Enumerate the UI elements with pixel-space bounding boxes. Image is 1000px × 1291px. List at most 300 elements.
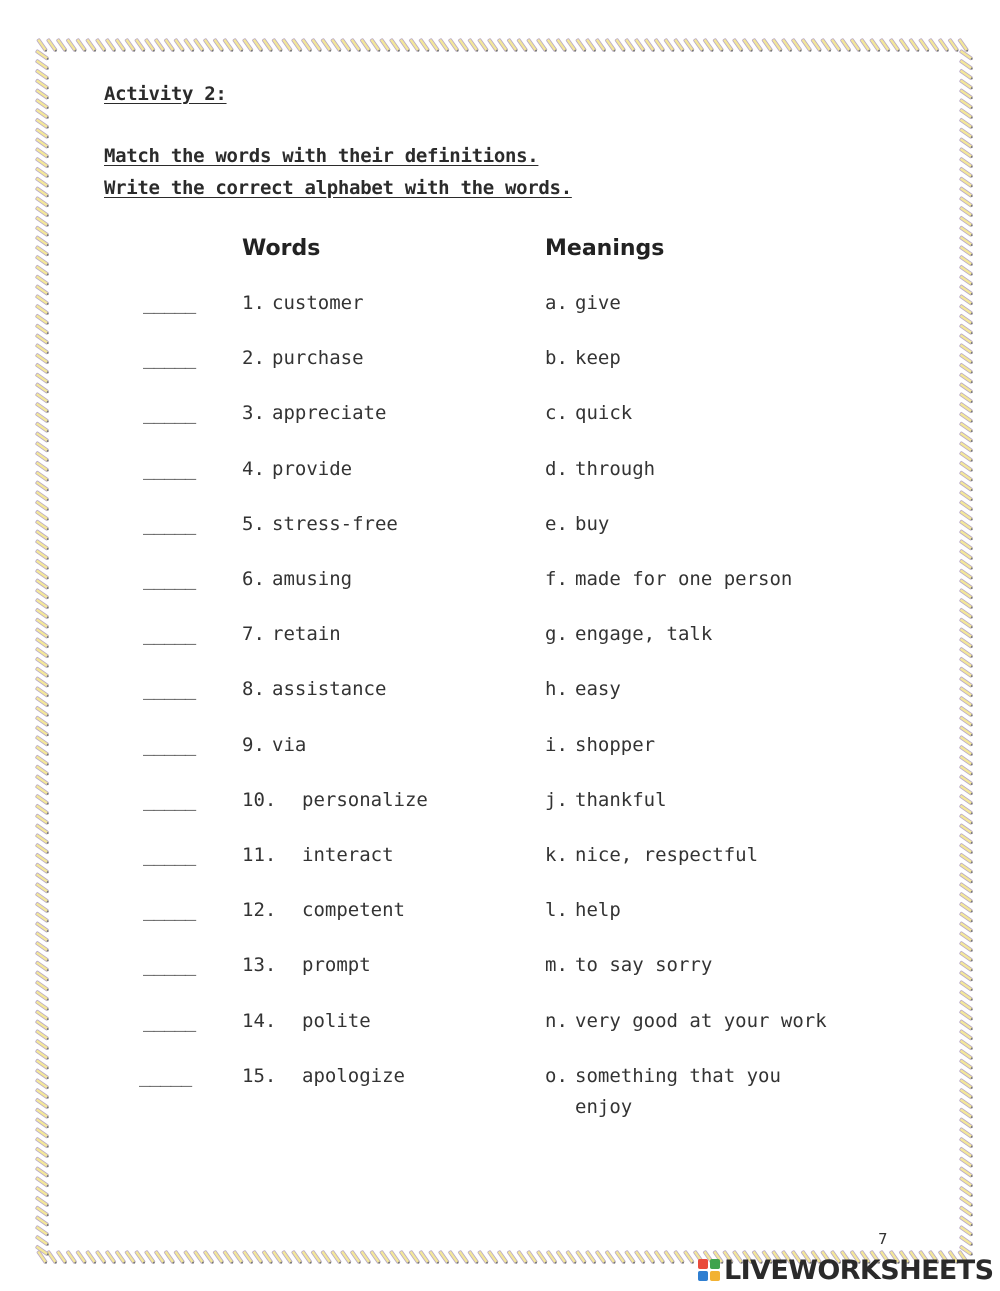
pencil-border-segment bbox=[732, 38, 743, 52]
pencil-border-segment bbox=[262, 1250, 273, 1264]
pencil-border-segment bbox=[35, 89, 49, 100]
pencil-border-segment bbox=[35, 236, 49, 247]
pencil-border-segment bbox=[35, 755, 49, 766]
word-item: appreciate bbox=[272, 402, 387, 424]
pencil-border-segment bbox=[959, 177, 973, 188]
pencil-border-segment bbox=[644, 1250, 655, 1264]
pencil-border-segment bbox=[959, 1108, 973, 1119]
pencil-border-segment bbox=[35, 1088, 49, 1099]
pencil-border-segment bbox=[536, 38, 547, 52]
pencil-border-segment bbox=[959, 863, 973, 874]
word-item: polite bbox=[302, 1010, 371, 1032]
pencil-border-segment bbox=[135, 1250, 146, 1264]
pencil-border-segment bbox=[35, 912, 49, 923]
meaning-item: shopper bbox=[575, 734, 656, 756]
pencil-border-segment bbox=[35, 1108, 49, 1119]
pencil-border-segment bbox=[429, 1250, 440, 1264]
pencil-border-segment bbox=[86, 1250, 97, 1264]
pencil-border-segment bbox=[959, 1137, 973, 1148]
pencil-border-segment bbox=[340, 38, 351, 52]
word-number: 6. bbox=[242, 568, 265, 590]
pencil-border-segment bbox=[301, 38, 312, 52]
pencil-border-segment bbox=[35, 500, 49, 511]
pencil-border-segment bbox=[35, 667, 49, 678]
pencil-border-segment bbox=[959, 236, 973, 247]
pencil-border-segment bbox=[76, 1250, 87, 1264]
meaning-item: very good at your work bbox=[575, 1010, 827, 1032]
pencil-border-segment bbox=[35, 1176, 49, 1187]
pencil-border-segment bbox=[448, 1250, 459, 1264]
pencil-border-segment bbox=[35, 255, 49, 266]
answer-blank[interactable]: _____ bbox=[143, 1010, 196, 1032]
meaning-letter: e. bbox=[545, 513, 568, 535]
pencil-border-segment bbox=[35, 69, 49, 80]
pencil-border-segment bbox=[35, 147, 49, 158]
pencil-border-segment bbox=[35, 510, 49, 521]
pencil-border-segment bbox=[527, 1250, 538, 1264]
pencil-border-segment bbox=[801, 38, 812, 52]
pencil-border-segment bbox=[35, 696, 49, 707]
meaning-letter: h. bbox=[545, 678, 568, 700]
pencil-border-segment bbox=[242, 38, 253, 52]
meaning-item: give bbox=[575, 292, 621, 314]
pencil-border-segment bbox=[959, 1069, 973, 1080]
pencil-border-segment bbox=[576, 1250, 587, 1264]
pencil-border-segment bbox=[389, 38, 400, 52]
pencil-border-segment bbox=[959, 324, 973, 335]
pencil-border-segment bbox=[959, 1078, 973, 1089]
pencil-border-segment bbox=[959, 383, 973, 394]
pencil-border-segment bbox=[144, 38, 155, 52]
answer-blank[interactable]: _____ bbox=[143, 844, 196, 866]
pencil-border-segment bbox=[46, 38, 57, 52]
pencil-border-segment bbox=[556, 1250, 567, 1264]
pencil-border-segment bbox=[35, 892, 49, 903]
pencil-border-segment bbox=[409, 38, 420, 52]
pencil-border-segment bbox=[233, 38, 244, 52]
pencil-border-segment bbox=[959, 138, 973, 149]
meaning-letter: j. bbox=[545, 789, 568, 811]
meaning-letter: o. bbox=[545, 1065, 568, 1087]
pencil-border-segment bbox=[35, 1157, 49, 1168]
pencil-border-segment bbox=[959, 461, 973, 472]
pencil-border-segment bbox=[56, 1250, 67, 1264]
word-number: 15. bbox=[242, 1065, 277, 1087]
pencil-border-segment bbox=[35, 814, 49, 825]
pencil-border-segment bbox=[546, 38, 557, 52]
pencil-border-segment bbox=[959, 294, 973, 305]
pencil-border-segment bbox=[350, 1250, 361, 1264]
pencil-border-segment bbox=[959, 902, 973, 913]
pencil-border-segment bbox=[959, 775, 973, 786]
pencil-border-segment bbox=[959, 961, 973, 972]
answer-blank[interactable]: _____ bbox=[143, 789, 196, 811]
pencil-border-segment bbox=[497, 38, 508, 52]
pencil-border-segment bbox=[66, 38, 77, 52]
pencil-border-segment bbox=[959, 951, 973, 962]
answer-blank[interactable]: _____ bbox=[143, 678, 196, 700]
pencil-border-segment bbox=[959, 59, 973, 70]
pencil-border-segment bbox=[959, 569, 973, 580]
pencil-border-segment bbox=[35, 843, 49, 854]
pencil-border-segment bbox=[35, 157, 49, 168]
pencil-border-segment bbox=[35, 392, 49, 403]
meaning-item: buy bbox=[575, 513, 610, 535]
pencil-border-segment bbox=[35, 539, 49, 550]
pencil-border-segment bbox=[193, 38, 204, 52]
pencil-border-segment bbox=[959, 971, 973, 982]
pencil-border-segment bbox=[959, 667, 973, 678]
pencil-border-segment bbox=[959, 343, 973, 354]
pencil-border-segment bbox=[35, 1235, 49, 1246]
pencil-border-segment bbox=[959, 843, 973, 854]
pencil-border-segment bbox=[35, 588, 49, 599]
word-item: assistance bbox=[272, 678, 387, 700]
pencil-border-segment bbox=[174, 1250, 185, 1264]
pencil-border-segment bbox=[959, 1098, 973, 1109]
pencil-border-segment bbox=[959, 941, 973, 952]
pencil-border-segment bbox=[742, 38, 753, 52]
pencil-border-segment bbox=[517, 1250, 528, 1264]
pencil-border-segment bbox=[35, 559, 49, 570]
pencil-border-segment bbox=[909, 38, 920, 52]
word-number: 13. bbox=[242, 954, 277, 976]
pencil-border-segment bbox=[674, 38, 685, 52]
pencil-border-segment bbox=[959, 686, 973, 697]
pencil-border-segment bbox=[95, 38, 106, 52]
pencil-border-segment bbox=[35, 1147, 49, 1158]
meaning-item: quick bbox=[575, 402, 633, 424]
pencil-border-segment bbox=[752, 38, 763, 52]
pencil-border-segment bbox=[193, 1250, 204, 1264]
pencil-border-segment bbox=[35, 324, 49, 335]
pencil-border-segment bbox=[35, 902, 49, 913]
pencil-border-segment bbox=[331, 1250, 342, 1264]
pencil-border-segment bbox=[35, 49, 49, 60]
pencil-border-segment bbox=[35, 373, 49, 384]
pencil-border-segment bbox=[223, 38, 234, 52]
pencil-border-segment bbox=[184, 1250, 195, 1264]
pencil-border-segment bbox=[781, 38, 792, 52]
answer-blank[interactable]: _____ bbox=[139, 1065, 192, 1087]
pencil-border-segment bbox=[184, 38, 195, 52]
pencil-border-segment bbox=[959, 588, 973, 599]
pencil-border-segment bbox=[115, 1250, 126, 1264]
meaning-letter: d. bbox=[545, 458, 568, 480]
pencil-border-segment bbox=[959, 980, 973, 991]
pencil-border-segment bbox=[478, 1250, 489, 1264]
pencil-border-segment bbox=[35, 1069, 49, 1080]
pencil-border-segment bbox=[115, 38, 126, 52]
pencil-border-segment bbox=[959, 1235, 973, 1246]
answer-blank[interactable]: _____ bbox=[143, 292, 196, 314]
pencil-border-segment bbox=[35, 138, 49, 149]
pencil-border-segment bbox=[419, 1250, 430, 1264]
pencil-border-segment bbox=[35, 1186, 49, 1197]
pencil-border-segment bbox=[252, 1250, 263, 1264]
pencil-border-segment bbox=[105, 38, 116, 52]
pencil-border-segment bbox=[683, 38, 694, 52]
pencil-border-segment bbox=[35, 569, 49, 580]
pencil-border-segment bbox=[35, 686, 49, 697]
pencil-border-segment bbox=[959, 285, 973, 296]
pencil-border-segment bbox=[507, 1250, 518, 1264]
pencil-border-segment bbox=[959, 608, 973, 619]
pencil-border-segment bbox=[35, 402, 49, 413]
words-column-header: Words bbox=[242, 236, 321, 261]
meaning-item: engage, talk bbox=[575, 623, 713, 645]
pencil-border-segment bbox=[959, 882, 973, 893]
pencil-border-segment bbox=[959, 530, 973, 541]
instruction-line-2: Write the correct alphabet with the words. bbox=[104, 177, 572, 199]
word-number: 12. bbox=[242, 899, 277, 921]
pencil-border-segment bbox=[959, 706, 973, 717]
pencil-border-segment bbox=[301, 1250, 312, 1264]
word-item: prompt bbox=[302, 954, 371, 976]
pencil-border-segment bbox=[350, 38, 361, 52]
pencil-border-segment bbox=[282, 1250, 293, 1264]
pencil-border-segment bbox=[35, 990, 49, 1001]
pencil-border-segment bbox=[135, 38, 146, 52]
meanings-column-header: Meanings bbox=[545, 236, 665, 261]
pencil-border-segment bbox=[959, 1225, 973, 1236]
pencil-border-segment bbox=[487, 1250, 498, 1264]
pencil-border-segment bbox=[35, 177, 49, 188]
pencil-border-segment bbox=[959, 745, 973, 756]
pencil-border-segment bbox=[959, 334, 973, 345]
pencil-border-segment bbox=[959, 647, 973, 658]
pencil-border-segment bbox=[35, 882, 49, 893]
pencil-border-segment bbox=[625, 38, 636, 52]
pencil-border-segment bbox=[370, 38, 381, 52]
pencil-border-segment bbox=[125, 1250, 136, 1264]
pencil-border-segment bbox=[458, 1250, 469, 1264]
pencil-border-segment bbox=[959, 216, 973, 227]
pencil-border-segment bbox=[959, 89, 973, 100]
pencil-border-segment bbox=[625, 1250, 636, 1264]
pencil-border-segment bbox=[536, 1250, 547, 1264]
pencil-border-segment bbox=[468, 1250, 479, 1264]
pencil-border-segment bbox=[959, 275, 973, 286]
answer-blank[interactable]: _____ bbox=[143, 347, 196, 369]
pencil-border-segment bbox=[576, 38, 587, 52]
pencil-border-segment bbox=[959, 1049, 973, 1060]
pencil-border-segment bbox=[959, 579, 973, 590]
pencil-border-segment bbox=[468, 38, 479, 52]
pencil-border-segment bbox=[566, 38, 577, 52]
pencil-border-segment bbox=[959, 873, 973, 884]
pencil-border-segment bbox=[458, 38, 469, 52]
pencil-border-segment bbox=[959, 226, 973, 237]
pencil-border-segment bbox=[850, 38, 861, 52]
pencil-border-segment bbox=[772, 38, 783, 52]
pencil-border-segment bbox=[959, 500, 973, 511]
pencil-border-segment bbox=[35, 304, 49, 315]
pencil-border-segment bbox=[438, 38, 449, 52]
pencil-border-segment bbox=[899, 38, 910, 52]
pencil-border-segment bbox=[959, 1000, 973, 1011]
pencil-border-segment bbox=[154, 1250, 165, 1264]
pencil-border-segment bbox=[35, 334, 49, 345]
pencil-border-segment bbox=[35, 608, 49, 619]
pencil-border-segment bbox=[615, 38, 626, 52]
pencil-border-segment bbox=[35, 1118, 49, 1129]
pencil-border-segment bbox=[35, 196, 49, 207]
pencil-border-segment bbox=[959, 451, 973, 462]
pencil-border-segment bbox=[125, 38, 136, 52]
pencil-border-segment bbox=[959, 79, 973, 90]
answer-blank[interactable]: _____ bbox=[143, 513, 196, 535]
pencil-border-segment bbox=[35, 490, 49, 501]
pencil-border-segment bbox=[35, 79, 49, 90]
meaning-item-continued: enjoy bbox=[575, 1096, 633, 1118]
pencil-border-segment bbox=[35, 1059, 49, 1070]
pencil-border-segment bbox=[35, 285, 49, 296]
pencil-border-segment bbox=[959, 422, 973, 433]
pencil-border-segment bbox=[959, 559, 973, 570]
word-item: apologize bbox=[302, 1065, 405, 1087]
pencil-border-segment bbox=[959, 1167, 973, 1178]
word-number: 2. bbox=[242, 347, 265, 369]
answer-blank[interactable]: _____ bbox=[143, 954, 196, 976]
pencil-border-segment bbox=[419, 38, 430, 52]
pencil-border-segment bbox=[35, 745, 49, 756]
pencil-border-segment bbox=[35, 187, 49, 198]
pencil-border-segment bbox=[959, 1127, 973, 1138]
answer-blank[interactable]: _____ bbox=[143, 568, 196, 590]
word-item: provide bbox=[272, 458, 353, 480]
pencil-border-segment bbox=[664, 1250, 675, 1264]
pencil-border-segment bbox=[272, 38, 283, 52]
pencil-border-segment bbox=[321, 1250, 332, 1264]
logo-text: LIVEWORKSHEETS bbox=[724, 1254, 994, 1286]
meaning-letter: f. bbox=[545, 568, 568, 590]
pencil-border-segment bbox=[959, 196, 973, 207]
word-number: 4. bbox=[242, 458, 265, 480]
pencil-border-segment bbox=[35, 432, 49, 443]
pencil-border-segment bbox=[35, 637, 49, 648]
pencil-border-segment bbox=[429, 38, 440, 52]
pencil-border-segment bbox=[35, 128, 49, 139]
pencil-border-segment bbox=[448, 38, 459, 52]
pencil-border-segment bbox=[35, 1167, 49, 1178]
pencil-border-segment bbox=[35, 775, 49, 786]
answer-blank[interactable]: _____ bbox=[143, 734, 196, 756]
pencil-border-segment bbox=[105, 1250, 116, 1264]
pencil-border-segment bbox=[959, 696, 973, 707]
answer-blank[interactable]: _____ bbox=[143, 623, 196, 645]
pencil-border-segment bbox=[35, 980, 49, 991]
activity-title: Activity 2: bbox=[104, 83, 227, 105]
pencil-border-segment bbox=[644, 38, 655, 52]
pencil-border-segment bbox=[959, 118, 973, 129]
pencil-border-segment bbox=[615, 1250, 626, 1264]
pencil-border-segment bbox=[683, 1250, 694, 1264]
pencil-border-segment bbox=[959, 412, 973, 423]
pencil-border-segment bbox=[35, 1000, 49, 1011]
pencil-border-segment bbox=[380, 38, 391, 52]
word-number: 1. bbox=[242, 292, 265, 314]
pencil-border-segment bbox=[507, 38, 518, 52]
pencil-border-segment bbox=[959, 1186, 973, 1197]
pencil-border-segment bbox=[811, 38, 822, 52]
pencil-border-segment bbox=[35, 1010, 49, 1021]
pencil-border-segment bbox=[959, 441, 973, 452]
page-number: 7 bbox=[878, 1230, 888, 1248]
pencil-border-segment bbox=[164, 1250, 175, 1264]
pencil-border-segment bbox=[830, 38, 841, 52]
pencil-border-segment bbox=[35, 931, 49, 942]
pencil-border-segment bbox=[870, 38, 881, 52]
word-item: customer bbox=[272, 292, 364, 314]
meaning-item: easy bbox=[575, 678, 621, 700]
word-number: 5. bbox=[242, 513, 265, 535]
pencil-border-segment bbox=[35, 1225, 49, 1236]
pencil-border-segment bbox=[35, 647, 49, 658]
pencil-border-segment bbox=[174, 38, 185, 52]
pencil-border-segment bbox=[959, 784, 973, 795]
pencil-border-segment bbox=[291, 1250, 302, 1264]
pencil-border-segment bbox=[585, 1250, 596, 1264]
pencil-border-segment bbox=[35, 873, 49, 884]
pencil-border-segment bbox=[959, 922, 973, 933]
pencil-border-segment bbox=[664, 38, 675, 52]
pencil-border-segment bbox=[959, 432, 973, 443]
pencil-border-segment bbox=[35, 383, 49, 394]
word-number: 3. bbox=[242, 402, 265, 424]
pencil-border-segment bbox=[35, 206, 49, 217]
pencil-border-segment bbox=[35, 1029, 49, 1040]
pencil-border-segment bbox=[35, 726, 49, 737]
pencil-border-segment bbox=[959, 726, 973, 737]
word-item: interact bbox=[302, 844, 394, 866]
answer-blank[interactable]: _____ bbox=[143, 458, 196, 480]
pencil-border-segment bbox=[959, 637, 973, 648]
pencil-border-segment bbox=[272, 1250, 283, 1264]
pencil-border-segment bbox=[35, 833, 49, 844]
pencil-border-segment bbox=[35, 706, 49, 717]
pencil-border-segment bbox=[340, 1250, 351, 1264]
pencil-border-segment bbox=[959, 1176, 973, 1187]
pencil-border-segment bbox=[959, 481, 973, 492]
pencil-border-segment bbox=[889, 38, 900, 52]
pencil-border-segment bbox=[527, 38, 538, 52]
pencil-border-segment bbox=[959, 128, 973, 139]
pencil-border-segment bbox=[791, 38, 802, 52]
pencil-border-segment bbox=[959, 598, 973, 609]
answer-blank[interactable]: _____ bbox=[143, 899, 196, 921]
pencil-border-segment bbox=[35, 363, 49, 374]
pencil-border-segment bbox=[959, 735, 973, 746]
meaning-item: something that you bbox=[575, 1065, 781, 1087]
answer-blank[interactable]: _____ bbox=[143, 402, 196, 424]
pencil-border-segment bbox=[35, 1196, 49, 1207]
pencil-border-segment bbox=[959, 755, 973, 766]
pencil-border-segment bbox=[233, 1250, 244, 1264]
pencil-border-segment bbox=[959, 1157, 973, 1168]
pencil-border-segment bbox=[399, 38, 410, 52]
meaning-item: keep bbox=[575, 347, 621, 369]
meaning-item: nice, respectful bbox=[575, 844, 759, 866]
pencil-border-segment bbox=[958, 38, 969, 52]
meaning-item: to say sorry bbox=[575, 954, 713, 976]
word-number: 8. bbox=[242, 678, 265, 700]
logo-squares-icon bbox=[698, 1259, 720, 1281]
pencil-border-segment bbox=[360, 38, 371, 52]
pencil-border-segment bbox=[879, 38, 890, 52]
pencil-border-segment bbox=[762, 38, 773, 52]
pencil-border-segment bbox=[35, 853, 49, 864]
